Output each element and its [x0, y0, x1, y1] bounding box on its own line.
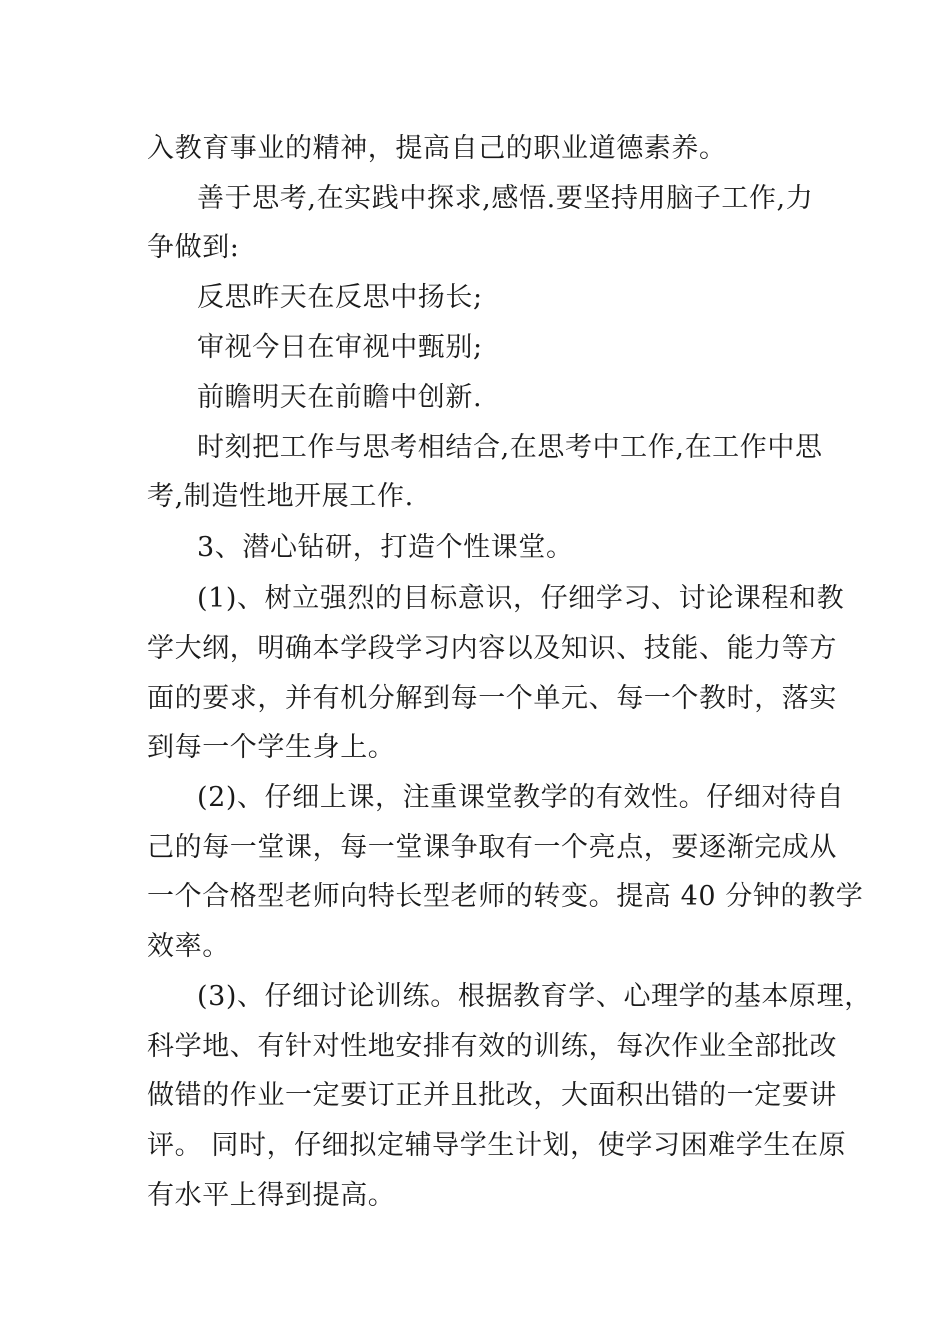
text-line: 争做到:: [147, 232, 240, 263]
section-heading: 3、潜心钻研，打造个性课堂。: [197, 532, 574, 563]
text-line: 科学地、有针对性地安排有效的训练，每次作业全部批改: [147, 1031, 837, 1062]
text-line: 入教育事业的精神，提高自己的职业道德素养。: [147, 133, 727, 164]
text-line: 前瞻明天在前瞻中创新.: [197, 382, 483, 413]
text-line: 有水平上得到提高。: [147, 1180, 396, 1211]
text-line: (1)、树立强烈的目标意识，仔细学习、讨论课程和教: [197, 583, 845, 614]
text-line: 反思昨天在反思中扬长;: [197, 282, 483, 313]
text-line: 考,制造性地开展工作.: [147, 481, 414, 512]
text-line: 学大纲，明确本学段学习内容以及知识、技能、能力等方: [147, 633, 837, 664]
text-line: 效率。: [147, 931, 230, 962]
text-line: (2)、仔细上课，注重课堂教学的有效性。仔细对待自: [197, 782, 845, 813]
text-line: 到每一个学生身上。: [147, 732, 396, 763]
text-line: 评。 同时，仔细拟定辅导学生计划，使学习困难学生在原: [147, 1130, 847, 1161]
text-line: 审视今日在审视中甄别;: [197, 332, 483, 363]
text-line: 时刻把工作与思考相结合,在思考中工作,在工作中思: [197, 432, 823, 463]
text-line: 面的要求，并有机分解到每一个单元、每一个教时，落实: [147, 683, 837, 714]
text-line: 善于思考,在实践中探求,感悟.要坚持用脑子工作,力: [197, 183, 814, 214]
text-line: 己的每一堂课，每一堂课争取有一个亮点，要逐渐完成从: [147, 832, 837, 863]
text-line: 一个合格型老师向特长型老师的转变。提高 40 分钟的教学: [147, 881, 864, 912]
text-line: 做错的作业一定要订正并且批改，大面积出错的一定要讲: [147, 1080, 837, 1111]
text-line: (3)、仔细讨论训练。根据教育学、心理学的基本原理，: [197, 981, 872, 1012]
